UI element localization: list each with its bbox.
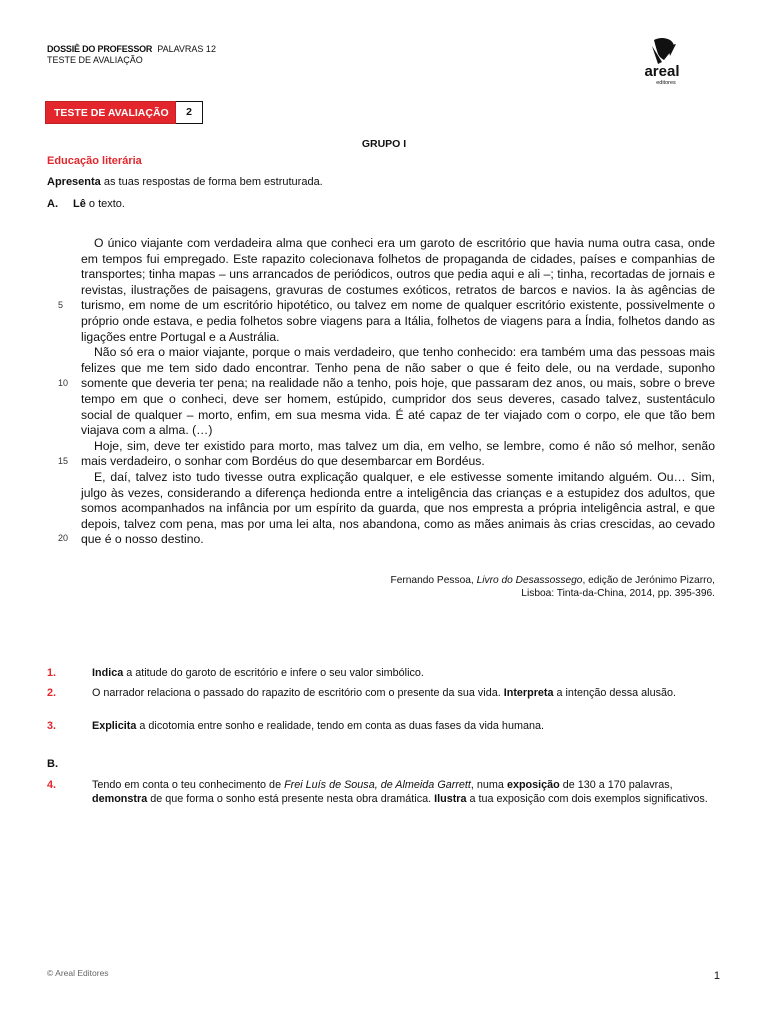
question-4-bold1: exposição xyxy=(506,779,560,791)
instruction-a-letter: A. xyxy=(47,198,58,210)
question-4-part4: de que forma o sonho está presente nesta obra dramática. xyxy=(147,793,435,805)
footer-copyright: © Areal Editores xyxy=(47,968,109,978)
line-number-10: 10 xyxy=(58,378,69,388)
question-2-text: a intenção dessa alusão. xyxy=(553,687,676,699)
literary-text xyxy=(81,236,715,548)
logo-name: areal xyxy=(644,63,680,80)
section-b: B. xyxy=(47,758,58,770)
instruction xyxy=(47,176,323,188)
question-3-verb: Explicita xyxy=(92,720,137,732)
areal-logo xyxy=(632,36,692,86)
instruction-a-bold: Lê xyxy=(73,198,86,210)
question-4-bold2: demonstra xyxy=(92,793,148,805)
question-4-part1: Tendo em conta o teu conhecimento de xyxy=(92,779,285,791)
question-1-number: 1. xyxy=(47,667,57,679)
citation-author: Fernando Pessoa, xyxy=(390,575,477,586)
group-title: GRUPO I xyxy=(361,138,407,150)
header-dossie: DOSSIÊ DO PROFESSOR xyxy=(47,44,153,54)
page-number: 1 xyxy=(713,970,720,982)
line-number-5: 5 xyxy=(58,300,64,310)
question-2-verb: Interpreta xyxy=(503,687,554,699)
document-header xyxy=(47,44,216,66)
text-paragraph-4: E, daí, talvez isto tudo tivesse outra explicação qualquer, e ele estivesse somente imitando alguém. Ou… Sim, julgo às vezes, considerando a diferença hedionda entre a inteligência das crianças e a estupidez dos adultos, que somos acompanhados na infância por um espírito da guarda, que nos empresta a própria inteligência astral, e que depois, talvez com pena, mas por uma lei alta, nos abandona, como as mães animais às crias crescidas, ao cevado que é o nosso destino. xyxy=(81,469,715,547)
citation-publisher: Lisboa: Tinta-da-China, 2014, pp. 395-396. xyxy=(521,588,715,599)
section-title: Educação literária xyxy=(47,155,142,167)
text-paragraph-1: O único viajante com verdadeira alma que conheci era um garoto de escritório que havia numa outra casa, onde em tempos fui empregado. Este rapazito colecionava folhetos de propaganda de cidades, países e companhias de transportes; tinha mapas – uns arrancados de periódicos, outros que pedia aqui e ali –; tinha, recortadas de jornais e revistas, ilustrações de paisagens, gravuras de costumes exóticos, retratos de barcos e navios. Ia às agências de turismo, em nome de um escritório hipotético, ou talvez em nome de qualquer escritório existente, possivelmente o próprio onde estava, e pedia folhetos sobre viagens para a Itália, folhetos de viagens para a Índia, folhetos dando as ligações entre Portugal e a Austrália. xyxy=(81,236,715,344)
question-3-text: a dicotomia entre sonho e realidade, tendo em conta as duas fases da vida humana. xyxy=(136,720,544,732)
text-paragraph-2: Não só era o maior viajante, porque o mais verdadeiro, que tenho conhecido: era também uma das pessoas mais felizes que me tem sido dado encontrar. Tenho pena de não saber o que é feito dele, ou na verdade, suponho somente que deveria ter pena; na realidade não a tenho, pois hoje, que passaram dez anos, ou mais, sobre o breve tempo em que o conheci, deve ser homem, estúpido, cumpridor dos seus deveres, casado talvez, sustentáculo social de qualquer – morto, enfim, em sua mesma vida. É até capaz de ter viajado com o corpo, ele que tão bem viajava com a alma. (…) xyxy=(81,345,715,438)
question-1-text: a atitude do garoto de escritório e infere o seu valor simbólico. xyxy=(123,667,424,679)
question-2-number: 2. xyxy=(47,687,57,699)
question-1 xyxy=(47,666,723,680)
header-teste: TESTE DE AVALIAÇÃO xyxy=(47,55,143,65)
line-number-20: 20 xyxy=(58,533,69,543)
logo-sub: editores xyxy=(656,80,676,86)
question-4 xyxy=(47,778,723,806)
question-2-pre: O narrador relaciona o passado do rapazito de escritório com o presente da sua vida. xyxy=(92,687,504,699)
question-4-bold3: Ilustra xyxy=(434,793,467,805)
header-palavras: PALAVRAS 12 xyxy=(157,44,216,54)
instruction-bold: Apresenta xyxy=(47,176,101,188)
question-4-part3: de 130 a 170 palavras, xyxy=(559,779,673,791)
question-1-verb: Indica xyxy=(92,667,124,679)
question-4-number: 4. xyxy=(47,779,57,791)
question-3-number: 3. xyxy=(47,720,57,732)
citation-rest: , edição de Jerónimo Pizarro, xyxy=(582,575,715,586)
instruction-rest: as tuas respostas de forma bem estruturada. xyxy=(100,176,323,188)
citation xyxy=(390,574,715,600)
test-badge-number: 2 xyxy=(176,101,203,124)
test-badge xyxy=(45,101,203,124)
question-2 xyxy=(47,686,723,700)
question-4-part5: a tua exposição com dois exemplos significativos. xyxy=(466,793,708,805)
instruction-a xyxy=(47,198,125,210)
question-4-part2: , numa xyxy=(470,779,507,791)
question-4-work: Frei Luís de Sousa, de Almeida Garrett xyxy=(284,779,471,791)
question-3 xyxy=(47,719,723,733)
line-number-15: 15 xyxy=(58,456,69,466)
areal-logo-icon xyxy=(632,36,692,86)
instruction-a-rest: o texto. xyxy=(85,198,125,210)
citation-work: Livro do Desassossego xyxy=(476,575,583,586)
text-paragraph-3: Hoje, sim, deve ter existido para morto, mas talvez um dia, em velho, se lembre, como é não só melhor, senão mais verdadeiro, o sonhar com Bordéus do que desembarcar em Bordéus. xyxy=(81,438,715,469)
test-badge-label: TESTE DE AVALIAÇÃO xyxy=(45,101,176,124)
